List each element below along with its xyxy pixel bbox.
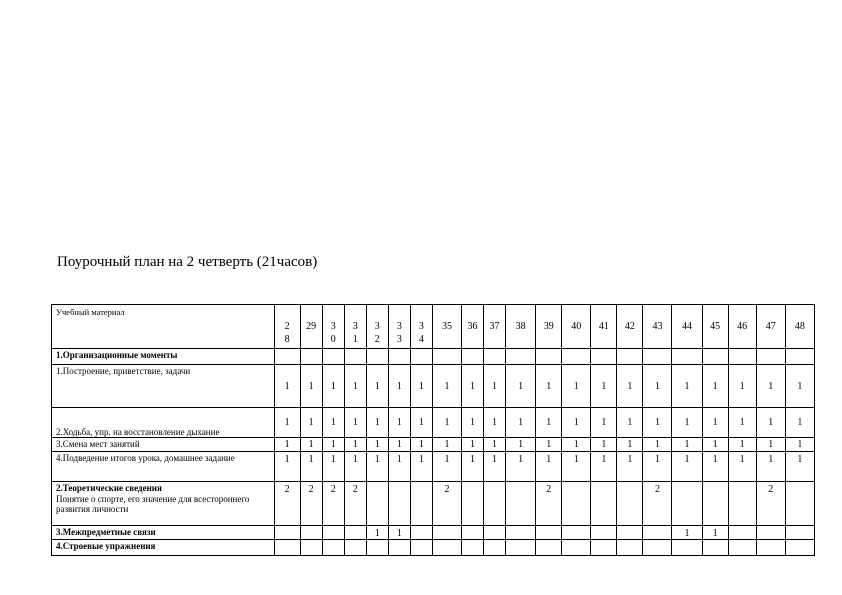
lesson-number: 36 [461,305,483,349]
hour-cell: 1 [322,452,344,482]
row-label [52,408,275,438]
row-heading: 2.Теоретические сведения [56,483,162,493]
hour-cell [591,540,617,556]
row-heading: 3.Межпредметные связи [56,527,156,537]
hour-cell: 1 [643,452,672,482]
lesson-number: 46 [728,305,756,349]
table-row [52,349,815,365]
hour-cell [617,349,643,365]
row-text: Понятие о спорте, его значение для всестороннего развития личности [56,493,250,514]
hour-cell: 1 [617,452,643,482]
hour-cell: 1 [274,452,300,482]
hour-cell: 1 [536,408,562,438]
header-row [52,305,815,349]
hour-cell: 1 [672,408,702,438]
hour-cell: 1 [484,408,506,438]
hour-cell [461,540,483,556]
hour-cell [536,349,562,365]
hour-cell [300,526,322,540]
hour-cell [461,482,483,526]
lesson-number: 43 [643,305,672,349]
lesson-number: 3 0 [322,305,344,349]
lesson-number: 3 1 [344,305,366,349]
hour-cell [432,540,461,556]
hour-cell: 1 [322,408,344,438]
hour-cell [506,349,536,365]
hour-cell: 1 [672,438,702,452]
row-text: 2.Ходьба, упр. на восстановление дыхание [56,426,220,437]
hour-cell [785,526,814,540]
hour-cell: 1 [461,365,483,408]
hour-cell: 1 [536,452,562,482]
hour-cell: 1 [506,408,536,438]
hour-cell: 1 [756,452,785,482]
row-label [52,365,275,408]
hour-cell [432,349,461,365]
hour-cell [300,349,322,365]
hour-cell: 1 [702,526,728,540]
hour-cell: 2 [432,482,461,526]
hour-cell: 1 [728,438,756,452]
hour-cell: 1 [461,438,483,452]
hour-cell: 1 [643,438,672,452]
hour-cell: 1 [591,408,617,438]
hour-cell: 1 [344,452,366,482]
lesson-number: 44 [672,305,702,349]
row-label [52,438,275,452]
hour-cell: 1 [432,452,461,482]
lesson-number: 3 2 [366,305,388,349]
hour-cell [484,349,506,365]
hour-cell: 1 [300,452,322,482]
hour-cell [344,540,366,556]
hour-cell [672,349,702,365]
hour-cell [300,540,322,556]
lesson-number: 2 8 [274,305,300,349]
hour-cell [484,482,506,526]
hour-cell [785,540,814,556]
hour-cell [617,540,643,556]
row-heading: 1.Организационные моменты [56,350,178,360]
hour-cell [344,526,366,540]
row-label [52,526,275,540]
hour-cell: 1 [484,365,506,408]
hour-cell [672,540,702,556]
hour-cell [728,540,756,556]
hour-cell: 2 [274,482,300,526]
hour-cell: 1 [366,526,388,540]
lesson-number: 37 [484,305,506,349]
hour-cell [410,540,432,556]
lesson-number: 3 3 [388,305,410,349]
hour-cell: 1 [484,438,506,452]
hour-cell: 1 [410,452,432,482]
hour-cell: 1 [617,438,643,452]
hour-cell [756,540,785,556]
hour-cell [536,540,562,556]
lesson-number: 45 [702,305,728,349]
hour-cell [562,482,591,526]
hour-cell: 1 [756,408,785,438]
hour-cell: 1 [344,365,366,408]
hour-cell: 1 [506,365,536,408]
hour-cell [728,526,756,540]
hour-cell [728,482,756,526]
hour-cell: 1 [506,452,536,482]
hour-cell [756,526,785,540]
hour-cell [410,482,432,526]
hour-cell [562,349,591,365]
hour-cell: 1 [344,438,366,452]
hour-cell: 1 [591,452,617,482]
hour-cell: 1 [322,365,344,408]
hour-cell [785,349,814,365]
hour-cell [366,349,388,365]
hour-cell: 1 [536,438,562,452]
row-heading: 4.Строевые упражнения [56,541,156,551]
hour-cell: 1 [728,408,756,438]
row-text: 1.Построение, приветствие, задачи [56,366,191,376]
hour-cell [702,482,728,526]
hour-cell: 2 [322,482,344,526]
hour-cell [702,540,728,556]
table-row [52,540,815,556]
lesson-number: 40 [562,305,591,349]
hour-cell: 1 [591,365,617,408]
hour-cell: 1 [702,365,728,408]
hour-cell [591,349,617,365]
hour-cell [366,540,388,556]
hour-cell: 1 [388,438,410,452]
hour-cell: 1 [702,452,728,482]
hour-cell [366,482,388,526]
hour-cell [274,349,300,365]
hour-cell [274,526,300,540]
hour-cell: 1 [344,408,366,438]
hour-cell [562,526,591,540]
hour-cell [562,540,591,556]
row-text: 3.Смена мест занятий [56,439,140,449]
hour-cell: 1 [366,438,388,452]
hour-cell [702,349,728,365]
hour-cell [591,526,617,540]
hour-cell: 1 [506,438,536,452]
page-title: Поурочный план на 2 четверть (21часов) [57,254,318,270]
hour-cell: 1 [388,408,410,438]
row-label [52,452,275,482]
table-row [52,408,815,438]
lesson-number: 41 [591,305,617,349]
hour-cell: 1 [785,438,814,452]
hour-cell: 1 [410,438,432,452]
hour-cell: 1 [591,438,617,452]
hour-cell [506,482,536,526]
hour-cell: 1 [274,408,300,438]
row-label [52,540,275,556]
hour-cell [388,349,410,365]
hour-cell [484,526,506,540]
row-label [52,482,275,526]
hour-cell: 1 [366,408,388,438]
hour-cell [484,540,506,556]
hour-cell: 1 [756,438,785,452]
hour-cell: 1 [300,438,322,452]
lesson-number: 48 [785,305,814,349]
hour-cell: 1 [274,365,300,408]
hour-cell [756,349,785,365]
hour-cell: 1 [562,438,591,452]
hour-cell [617,482,643,526]
table-row [52,526,815,540]
hour-cell [322,349,344,365]
hour-cell: 1 [672,526,702,540]
hour-cell [344,349,366,365]
hour-cell: 1 [484,452,506,482]
table-row [52,482,815,526]
hour-cell: 1 [785,408,814,438]
hour-cell: 1 [410,365,432,408]
hour-cell: 1 [785,452,814,482]
hour-cell: 1 [562,408,591,438]
hour-cell [591,482,617,526]
hour-cell: 1 [366,452,388,482]
hour-cell [506,526,536,540]
hour-cell [506,540,536,556]
hour-cell [536,526,562,540]
hour-cell [643,349,672,365]
hour-cell: 1 [388,365,410,408]
hour-cell: 1 [643,365,672,408]
hour-cell: 1 [562,452,591,482]
hour-cell: 1 [274,438,300,452]
hour-cell [388,482,410,526]
hour-cell [617,526,643,540]
hour-cell: 1 [432,365,461,408]
hour-cell [274,540,300,556]
hour-cell: 1 [300,365,322,408]
row-label [52,349,275,365]
hour-cell: 1 [388,526,410,540]
hour-cell: 2 [756,482,785,526]
hour-cell: 2 [300,482,322,526]
hour-cell: 1 [410,408,432,438]
hour-cell: 1 [536,365,562,408]
hour-cell: 1 [643,408,672,438]
lesson-number: 39 [536,305,562,349]
hour-cell: 1 [728,365,756,408]
hour-cell [322,526,344,540]
table-row [52,438,815,452]
hour-cell: 2 [344,482,366,526]
hour-cell: 1 [785,365,814,408]
hour-cell [410,526,432,540]
hour-cell [410,349,432,365]
hour-cell: 1 [366,365,388,408]
hour-cell: 1 [461,452,483,482]
hour-cell: 1 [617,408,643,438]
hour-cell [461,526,483,540]
hour-cell: 1 [702,438,728,452]
hour-cell: 1 [702,408,728,438]
hour-cell: 1 [756,365,785,408]
hour-cell: 1 [322,438,344,452]
hour-cell: 1 [461,408,483,438]
hour-cell: 1 [432,408,461,438]
header-label: Учебный материал [52,305,275,349]
hour-cell [388,540,410,556]
hour-cell: 2 [643,482,672,526]
table-row [52,452,815,482]
hour-cell [461,349,483,365]
hour-cell [643,526,672,540]
lesson-number: 3 4 [410,305,432,349]
table-row [52,365,815,408]
lesson-number: 35 [432,305,461,349]
hour-cell [728,349,756,365]
hour-cell: 1 [562,365,591,408]
hour-cell [322,540,344,556]
hour-cell: 1 [388,452,410,482]
row-text: 4.Подведение итогов урока, домашнее задание [56,453,235,463]
lesson-number: 29 [300,305,322,349]
hour-cell: 1 [432,438,461,452]
hour-cell: 1 [672,452,702,482]
hour-cell [785,482,814,526]
hour-cell [643,540,672,556]
lesson-number: 47 [756,305,785,349]
hour-cell: 2 [536,482,562,526]
hour-cell: 1 [300,408,322,438]
lesson-number: 42 [617,305,643,349]
hour-cell [432,526,461,540]
hour-cell [672,482,702,526]
lesson-plan-table [51,304,815,556]
hour-cell: 1 [672,365,702,408]
table-body [52,305,815,556]
hour-cell: 1 [617,365,643,408]
hour-cell: 1 [728,452,756,482]
lesson-number: 38 [506,305,536,349]
